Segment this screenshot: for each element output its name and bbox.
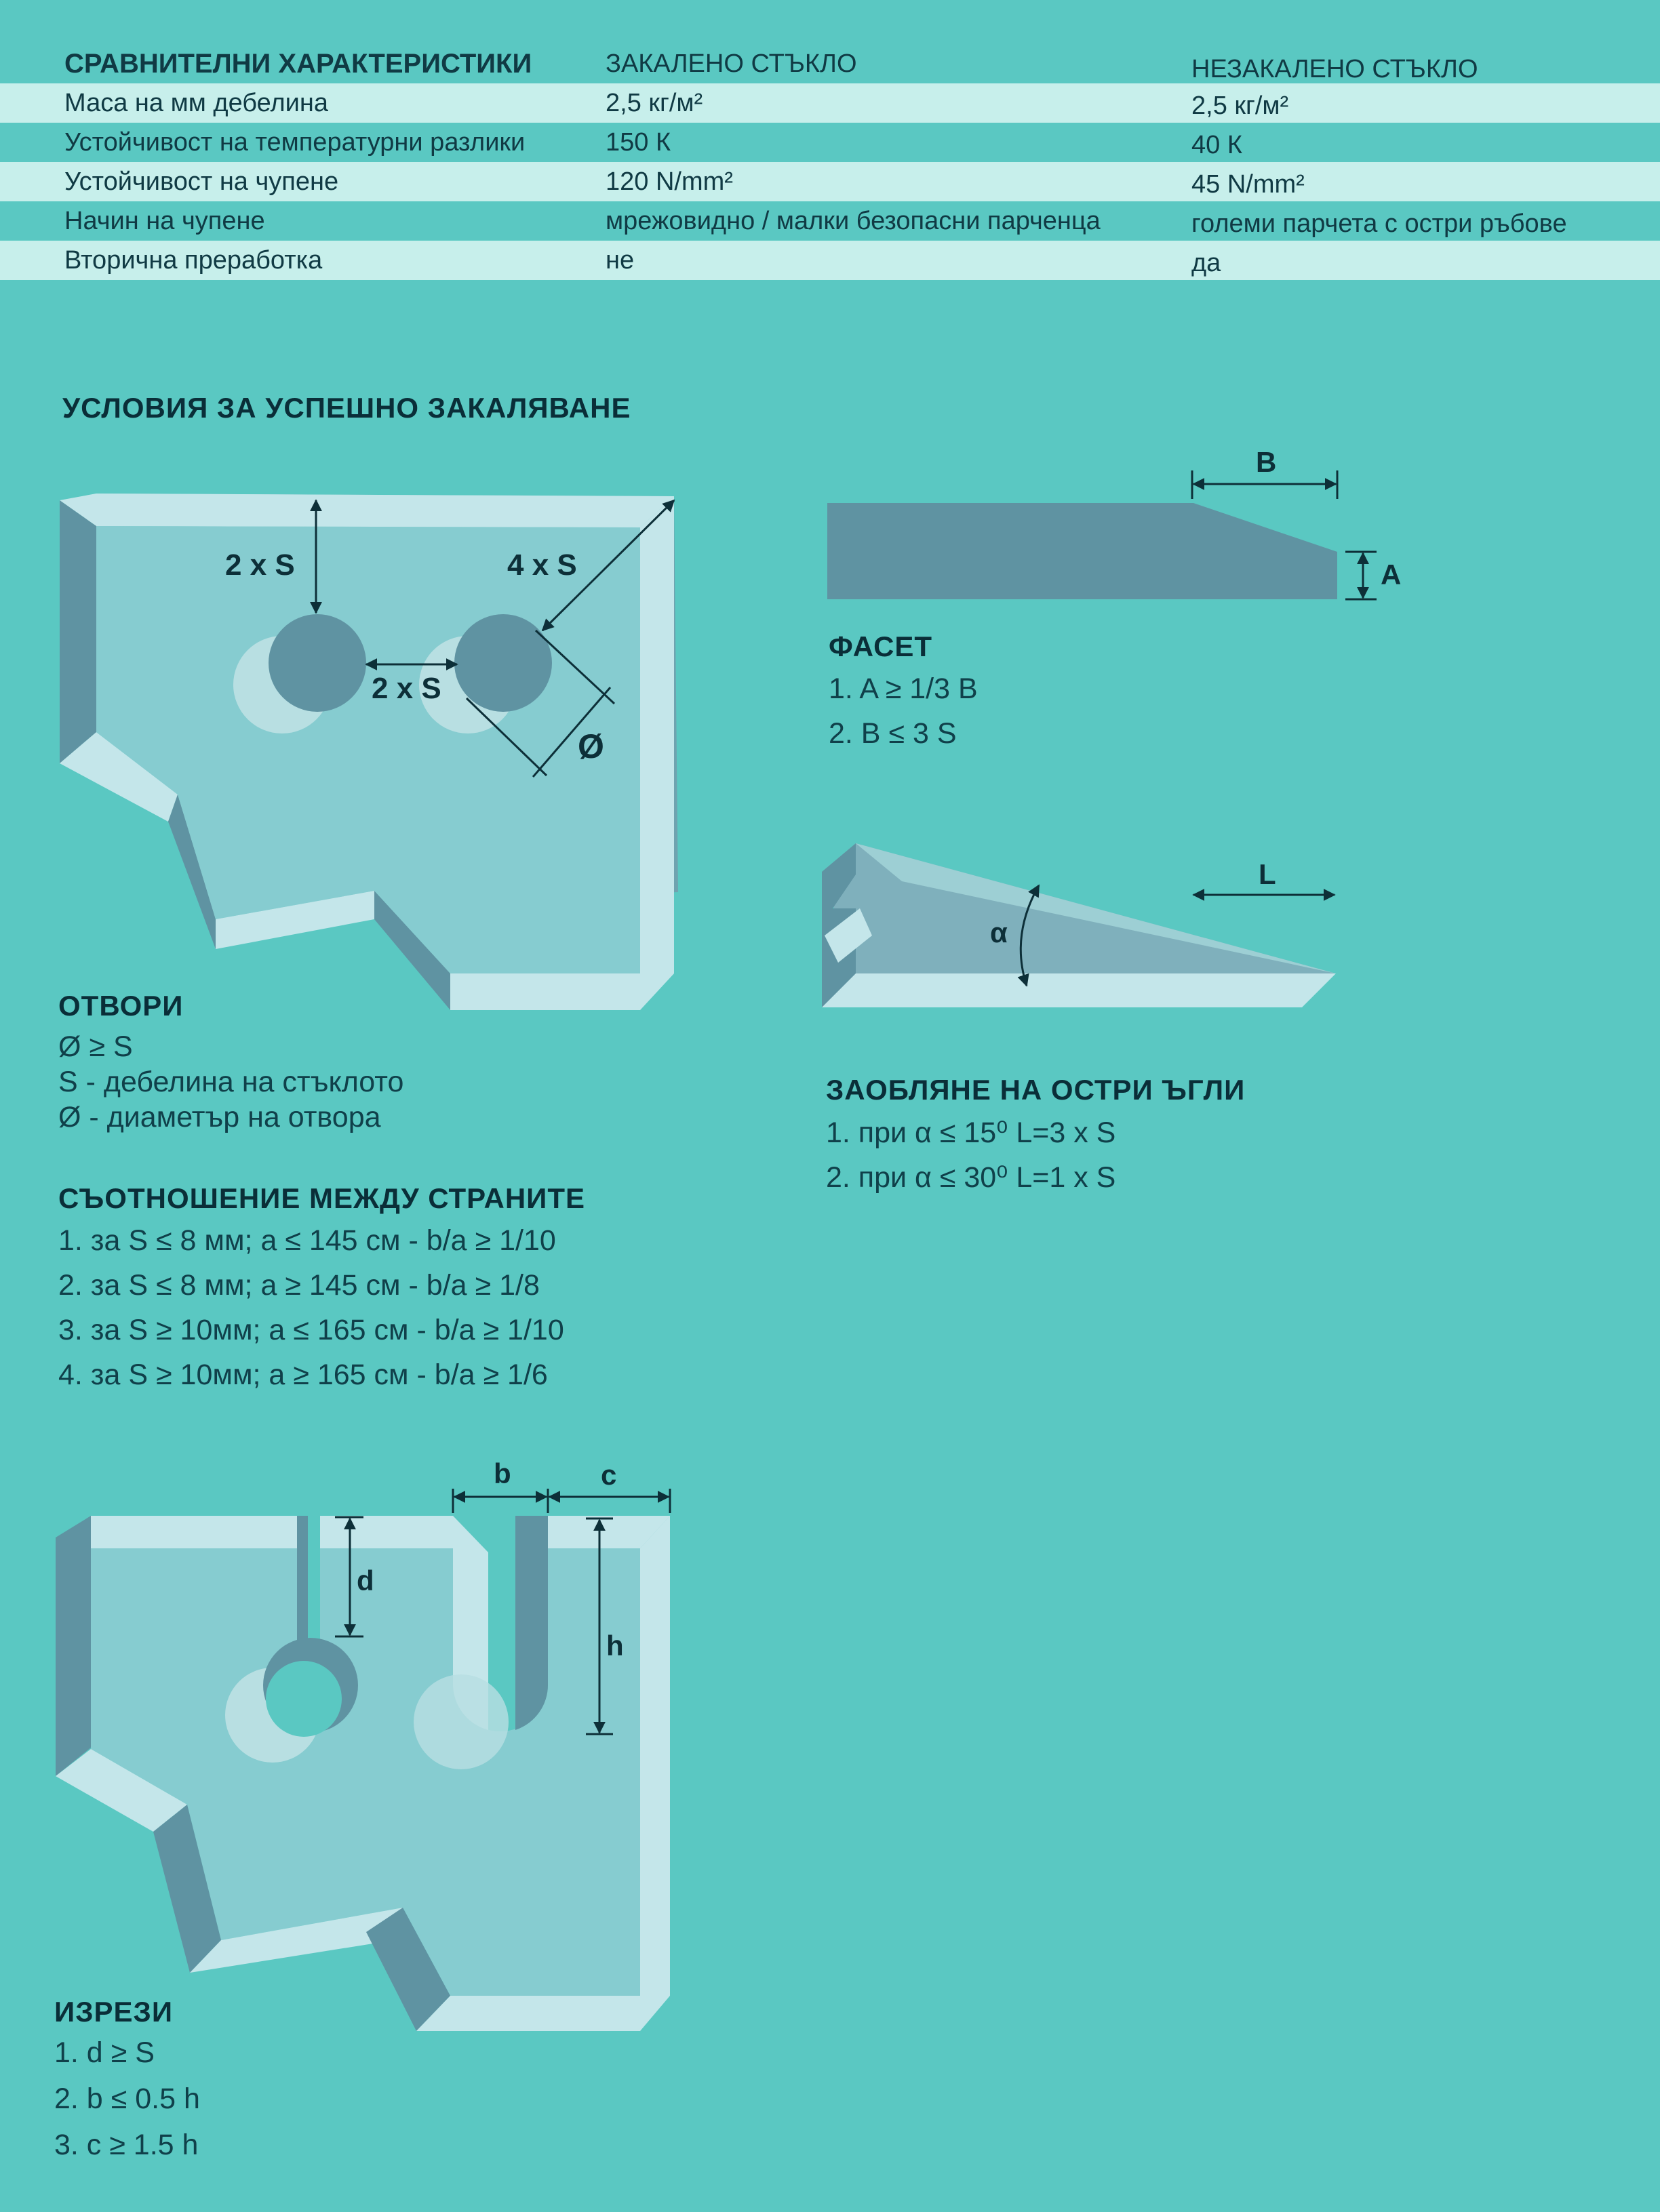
glass-top-edge bbox=[320, 1516, 453, 1548]
cutouts-line: 2. b ≤ 0.5 h bbox=[54, 2083, 200, 2115]
row-tempered: 2,5 кг/м² bbox=[606, 89, 703, 117]
label-a: A bbox=[1381, 559, 1402, 590]
row-label: Устойчивост на температурни разлики bbox=[64, 128, 526, 157]
label-h: h bbox=[606, 1630, 624, 1662]
table-header-untempered: НЕЗАКАЛЕНО СТЪКЛО bbox=[1191, 55, 1478, 83]
row-tempered: мрежовидно / малки безопасни парченца bbox=[606, 207, 1101, 235]
hole-inner bbox=[266, 1661, 342, 1737]
glass-bottom-edge bbox=[416, 1996, 670, 2031]
sides-line: 4. за S ≥ 10мм; a ≥ 165 см - b/a ≥ 1/6 bbox=[58, 1359, 548, 1391]
table-header-characteristic: СРАВНИТЕЛНИ ХАРАКТЕРИСТИКИ bbox=[64, 49, 532, 79]
label-c: c bbox=[601, 1459, 617, 1491]
facet-title: ФАСЕТ bbox=[829, 630, 933, 662]
label-d: d bbox=[357, 1565, 374, 1596]
rounding-bottom-edge bbox=[822, 973, 1336, 1007]
row-label: Маса на мм дебелина bbox=[64, 89, 328, 117]
slot-c-shadow bbox=[414, 1674, 509, 1769]
label-diameter: Ø bbox=[578, 727, 604, 765]
label-top-offset: 2 x S bbox=[225, 548, 295, 582]
slot-b-shadow bbox=[515, 1516, 548, 1730]
cutouts-title: ИЗРЕЗИ bbox=[54, 1996, 174, 2028]
label-b: b bbox=[494, 1457, 511, 1489]
table-header-tempered: ЗАКАЛЕНО СТЪКЛО bbox=[606, 49, 857, 78]
row-tempered: не bbox=[606, 246, 635, 275]
label-corner-offset: 4 x S bbox=[507, 548, 577, 582]
row-label: Начин на чупене bbox=[64, 207, 265, 235]
cutouts-line: 1. d ≥ S bbox=[54, 2036, 155, 2069]
glass-back-edge bbox=[56, 1516, 91, 1776]
label-b: B bbox=[1256, 446, 1277, 478]
holes-line: Ø ≥ S bbox=[58, 1030, 133, 1063]
row-untempered: да bbox=[1191, 249, 1221, 277]
holes-line: Ø - диаметър на отвора bbox=[58, 1101, 381, 1133]
conditions-title: УСЛОВИЯ ЗА УСПЕШНО ЗАКАЛЯВАНЕ bbox=[62, 392, 631, 424]
holes-line: S - дебелина на стъклото bbox=[58, 1066, 404, 1098]
cutouts-line: 3. c ≥ 1.5 h bbox=[54, 2129, 199, 2161]
cutouts-diagram bbox=[0, 0, 746, 2212]
row-untempered: 2,5 кг/м² bbox=[1191, 92, 1289, 120]
row-untempered: 40 К bbox=[1191, 131, 1242, 159]
slot-d-edge bbox=[297, 1516, 308, 1647]
label-l: L bbox=[1259, 858, 1276, 890]
sides-line: 2. за S ≤ 8 мм; a ≥ 145 см - b/a ≥ 1/8 bbox=[58, 1269, 540, 1302]
rounding-line: 2. при α ≤ 30⁰ L=1 x S bbox=[826, 1161, 1116, 1194]
facet-line: 1. A ≥ 1/3 B bbox=[829, 672, 978, 705]
label-hole-gap: 2 x S bbox=[372, 672, 441, 705]
slot-d bbox=[308, 1516, 320, 1647]
facet-line: 2. B ≤ 3 S bbox=[829, 717, 957, 750]
row-label: Устойчивост на чупене bbox=[64, 167, 339, 196]
row-untempered: 45 N/mm² bbox=[1191, 170, 1305, 199]
row-tempered: 150 К bbox=[606, 128, 671, 157]
row-tempered: 120 N/mm² bbox=[606, 167, 733, 196]
row-label: Вторична преработка bbox=[64, 246, 323, 275]
holes-title: ОТВОРИ bbox=[58, 990, 184, 1022]
rounding-title: ЗАОБЛЯНЕ НА ОСТРИ ЪГЛИ bbox=[826, 1074, 1246, 1106]
row-untempered: големи парчета с остри ръбове bbox=[1191, 209, 1567, 238]
glass-right-edge bbox=[640, 1516, 670, 1996]
sides-title: СЪОТНОШЕНИЕ МЕЖДУ СТРАНИТЕ bbox=[58, 1182, 586, 1214]
glass-top-edge bbox=[91, 1516, 308, 1548]
rounding-line: 1. при α ≤ 15⁰ L=3 x S bbox=[826, 1117, 1116, 1149]
facet-glass bbox=[827, 503, 1337, 599]
label-alpha: α bbox=[990, 917, 1008, 948]
sides-line: 3. за S ≥ 10мм; a ≤ 165 см - b/a ≥ 1/10 bbox=[58, 1314, 564, 1346]
sides-line: 1. за S ≤ 8 мм; a ≤ 145 см - b/a ≥ 1/10 bbox=[58, 1224, 556, 1257]
